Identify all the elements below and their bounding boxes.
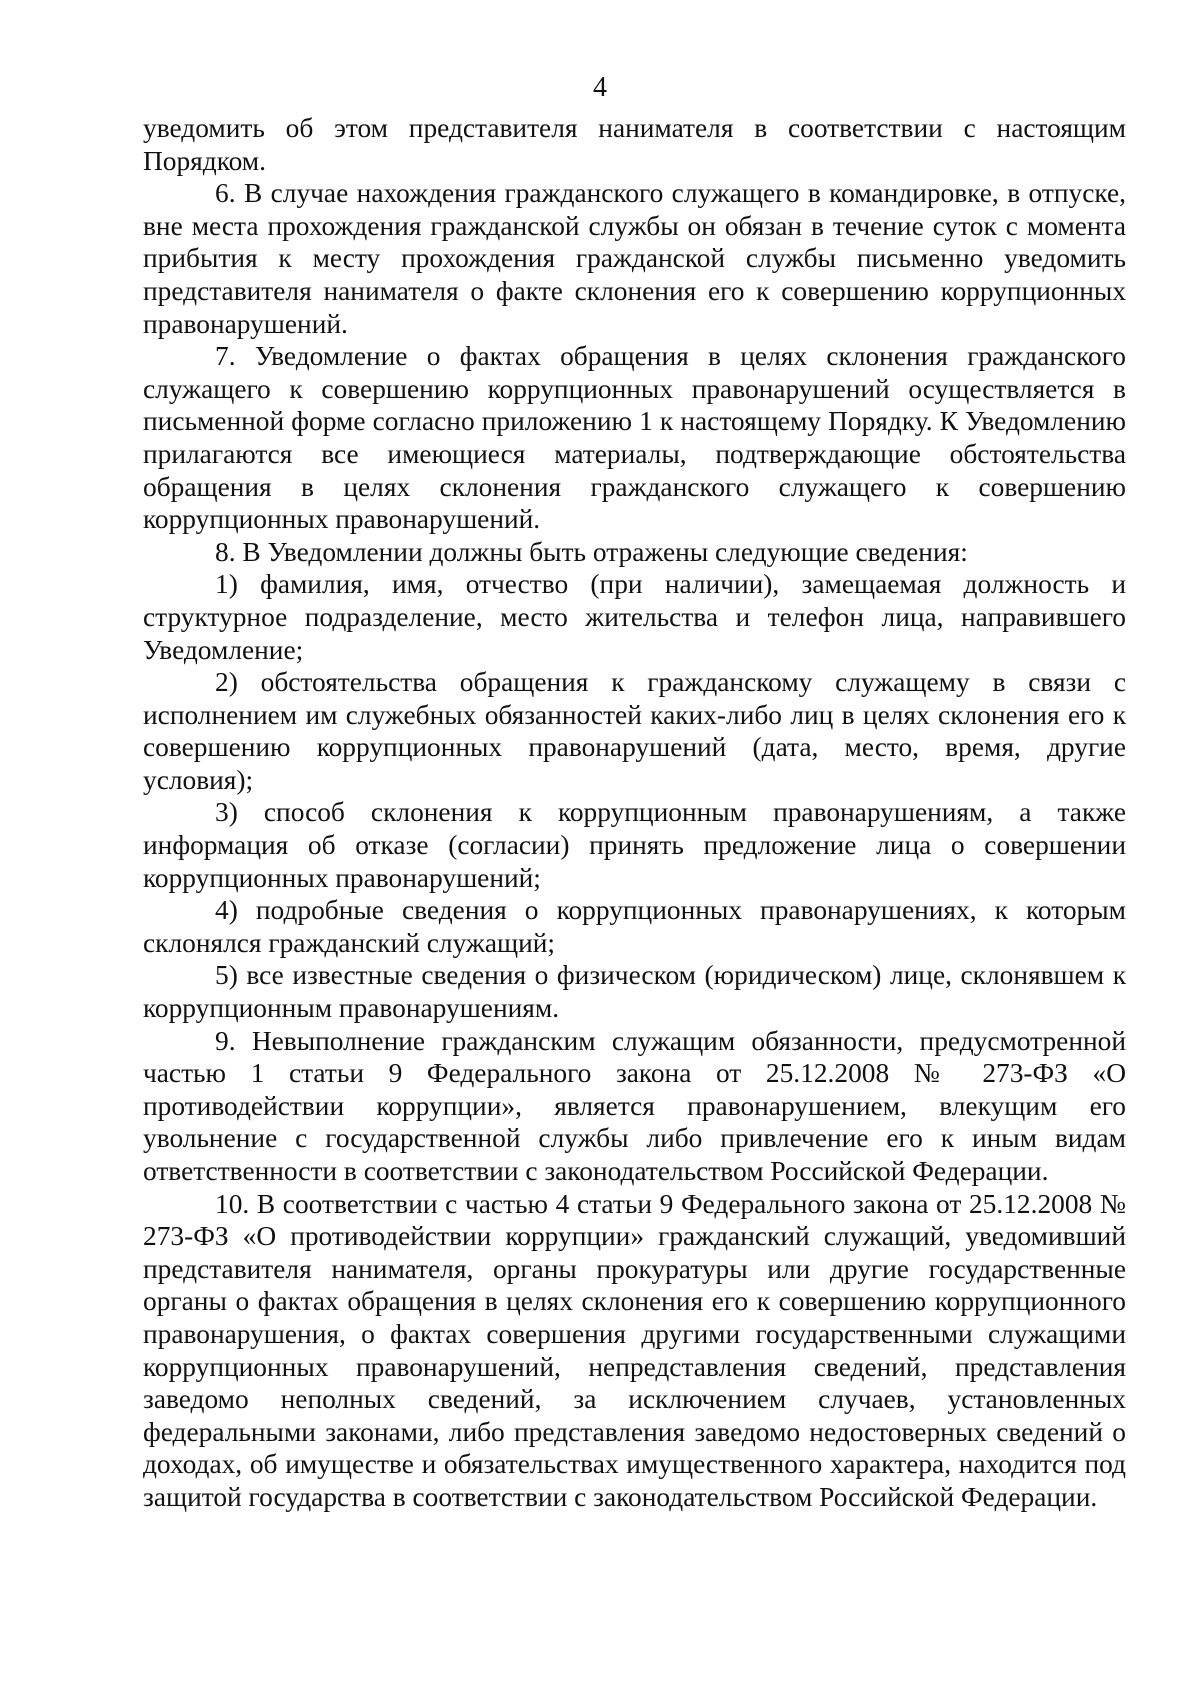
document-body [143, 112, 1126, 1514]
subitem-5: 5) все известные сведения о физическом (юридическом) лице, склонявшем к коррупционным правонарушениям. [143, 960, 1126, 1024]
paragraph-item-6: 6. В случае нахождения гражданского служащего в командировке, в отпуске, вне места прохождения гражданской службы он обязан в течение суток с момента прибытия к месту прохождения гражданской службы письменно уведомить представителя нанимателя о факте склонения его к совершению коррупционных правонарушений. [143, 178, 1126, 339]
paragraph-item-8: 8. В Уведомлении должны быть отражены следующие сведения: [215, 536, 968, 567]
subitem-4: 4) подробные сведения о коррупционных правонарушениях, к которым склонялся гражданский служащий; [143, 895, 1126, 958]
subitem-2: 2) обстоятельства обращения к гражданскому служащему в связи с исполнением им служебных обязанностей каких-либо лиц в целях склонения его к совершению коррупционных правонарушений (дата, место, время, другие условия); [143, 667, 1126, 795]
subitem-1: 1) фамилия, имя, отчество (при наличии), замещаемая должность и структурное подразделение, место жительства и телефон лица, направившего Уведомление; [143, 569, 1126, 665]
paragraph-item-7: 7. Уведомление о фактах обращения в целях склонения гражданского служащего к совершению коррупционных правонарушений осуществляется в письменной форме согласно приложению 1 к настоящему Порядку. К Уведомлению прилагаются все имеющиеся материалы, подтверждающие обстоятельства обращения в целях склонения гражданского служащего к совершению коррупционных правонарушений. [143, 341, 1126, 535]
page-number: 4 [593, 72, 607, 103]
subitem-3: 3) способ склонения к коррупционным правонарушениям, а также информация об отказе (согласии) принять предложение лица о совершении коррупционных правонарушений; [143, 797, 1126, 893]
paragraph-item-10: 10. В соответствии с частью 4 статьи 9 Федерального закона от 25.12.2008 № 273-ФЗ «О противодействии коррупции» гражданский служащий, уведомивший представителя нанимателя, органы прокуратуры или другие государственные органы о фактах обращения в целях склонения его к совершению коррупционного правонарушения, о фактах совершения другими государственными служащими коррупционных правонарушений, непредставления сведений, представления заведомо неполных сведений, за исключением случаев, установленных федеральными законами, либо представления заведомо недостоверных сведений о доходах, об имуществе и обязательствах имущественного характера, находится под защитой государства в соответствии с законодательством Российской Федерации. [143, 1188, 1126, 1512]
paragraph-item-9: 9. Невыполнение гражданским служащим обязанности, предусмотренной частью 1 статьи 9 Федерального закона от 25.12.2008 № 273-ФЗ «О противодействии коррупции», является правонарушением, влекущим его увольнение с государственной службы либо привлечение его к иным видам ответственности в соответствии с законодательством Российской Федерации. [143, 1025, 1126, 1186]
paragraph-continuation: уведомить об этом представителя нанимателя в соответствии с настоящим Порядком. [143, 113, 1126, 176]
